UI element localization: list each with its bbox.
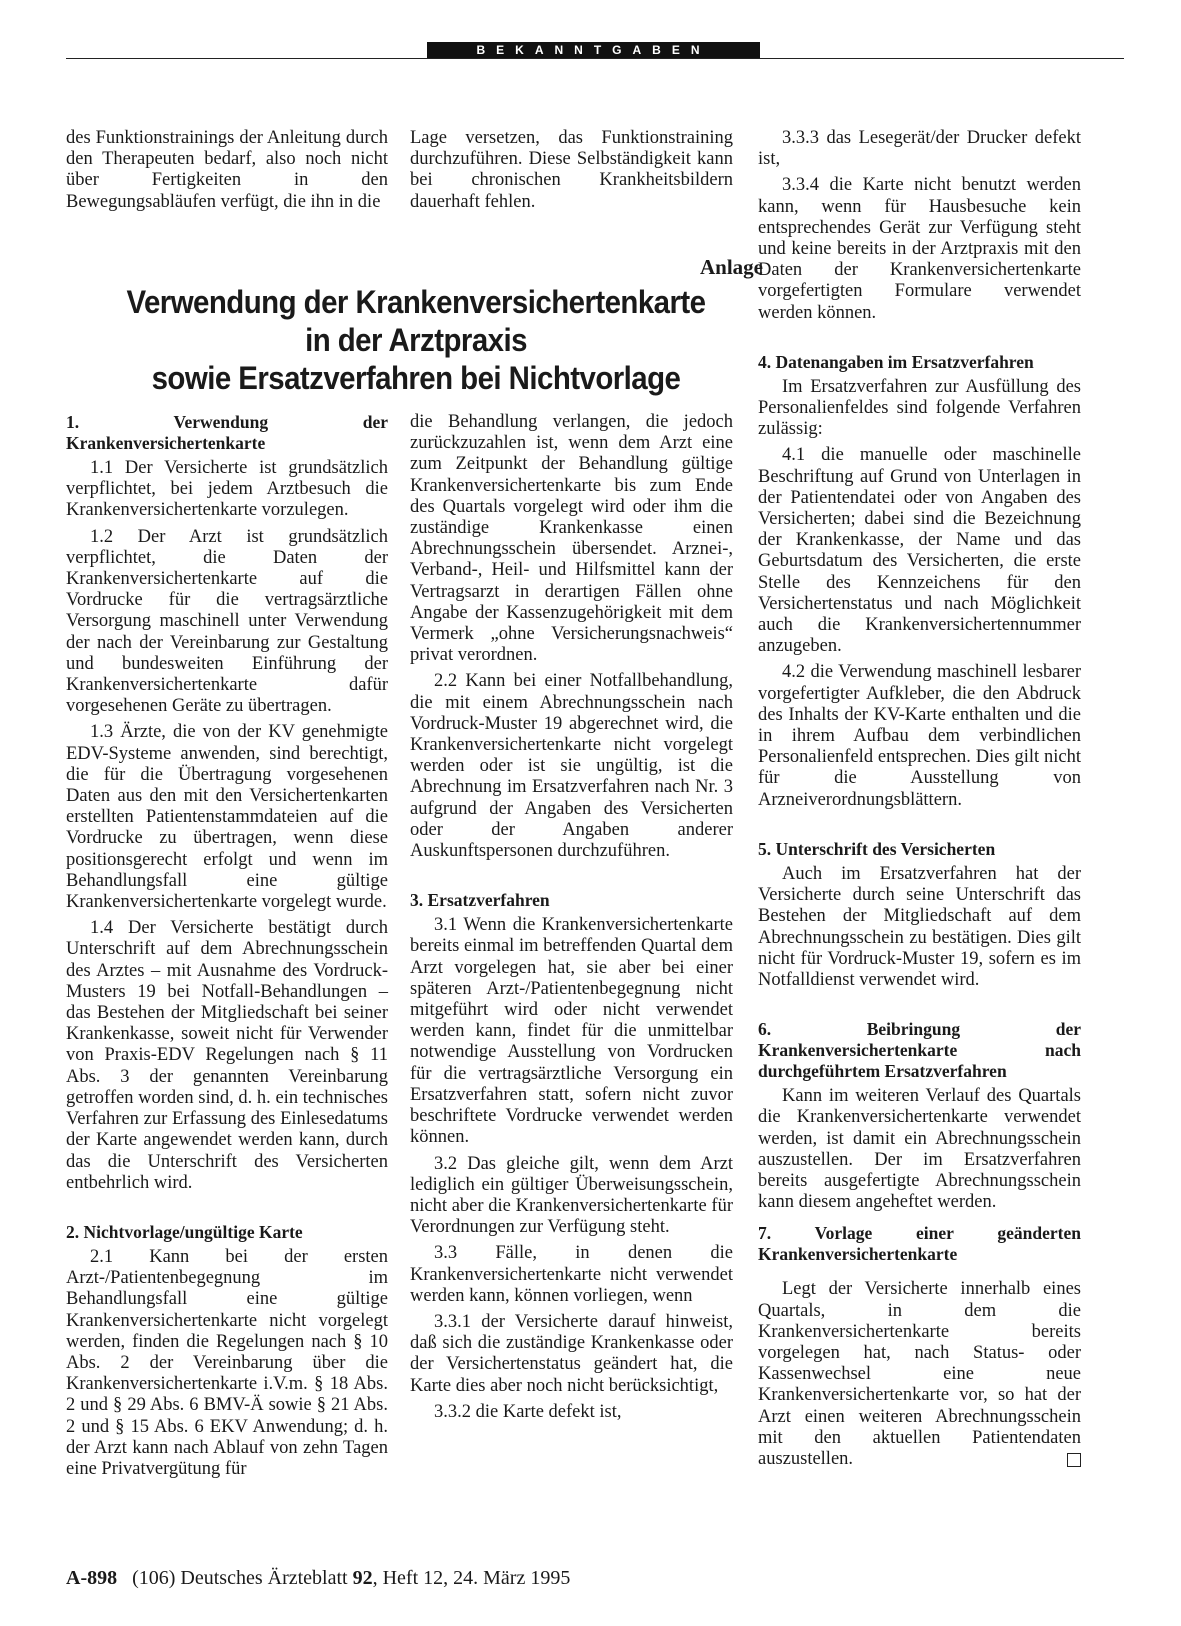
headline-line-1: Verwendung der Krankenversichertenkarte	[126, 284, 706, 320]
paragraph-4-2: 4.2 die Verwendung maschinell lesbarer vorgefertigter Aufkleber, die den Abdruck des Inhalts der KV-Karte enthalten und die in ihrem Aufbau dem verbindlichen Personalienfeld entsprechen. Dies gilt nicht für die Ausstellung von Arzneiverordnungsblättern.	[758, 662, 1081, 810]
end-of-article-square-icon	[1067, 1453, 1081, 1467]
section-heading-7: 7. Vorlage einer geänderten Krankenversichertenkarte	[758, 1223, 1081, 1265]
article-headline	[94, 283, 738, 397]
paragraph-2-2: 2.2 Kann bei einer Notfallbehandlung, die mit einem Abrechnungsschein nach Vordruck-Muster 19 abgerechnet wird, die Krankenversichertenkarte nicht vorgelegt werden oder ist sie ungültig, ist die Abrechnung im Ersatzverfahren nach Nr. 3 aufgrund der Angaben des Versicherten oder der Angaben anderer Auskunftspersonen durchzuführen.	[410, 671, 733, 862]
top-middle-column	[410, 128, 733, 213]
paragraph-6: Kann im weiteren Verlauf des Quartals die Krankenversichertenkarte verwendet werden, ist damit ein Abrechnungsschein auszustellen. Der im Ersatzverfahren bereits ausgefertigte Abrechnungsschein kann diesem angeheftet werden.	[758, 1086, 1081, 1213]
paragraph-7-text: Legt der Versicherte innerhalb eines Quartals, in dem die Krankenversichertenkarte bereits vorgelegen hat, nach Status- oder Kassenwechsel eine neue Krankenversichertenkarte vor, so hat der Arzt einen weiteren Abrechnungsschein mit den aktuellen Patientendaten auszustellen.	[758, 1279, 1081, 1469]
paragraph-1-1: 1.1 Der Versicherte ist grundsätzlich verpflichtet, bei jedem Arztbesuch die Krankenversichertenkarte vorzulegen.	[66, 458, 388, 521]
volume-number: 92	[352, 1567, 373, 1589]
column-3	[758, 128, 1081, 1470]
anlage-label: Anlage	[700, 255, 763, 279]
paragraph-4: Im Ersatzverfahren zur Ausfüllung des Personalienfeldes sind folgende Verfahren zulässig:	[758, 376, 1081, 440]
paragraph: Lage versetzen, das Funktionstraining durchzuführen. Diese Selbständigkeit kann bei chronischen Krankheitsbildern dauerhaft fehlen.	[410, 128, 733, 212]
section-label: BEKANNTGABEN	[427, 42, 760, 59]
headline-line-3: sowie Ersatzverfahren bei Nichtvorlage	[151, 360, 681, 396]
issue-prefix: (106) Deutsches Ärzteblatt	[132, 1567, 353, 1589]
page-footer	[66, 1567, 570, 1590]
section-heading-2: 2. Nichtvorlage/ungültige Karte	[66, 1221, 303, 1242]
section-heading-4: 4. Datenangaben im Ersatzverfahren	[758, 351, 1034, 372]
header-rule	[66, 58, 1124, 59]
issue-suffix: , Heft 12, 24. März 1995	[372, 1567, 571, 1589]
paragraph-3-3-1: 3.3.1 der Versicherte darauf hinweist, daß sich die zuständige Krankenkasse oder der Versichertenstatus geändert hat, die Karte dies aber noch nicht berücksichtigt,	[410, 1311, 733, 1396]
section-heading-1: 1. Verwendung der Krankenversichertenkarte	[66, 412, 388, 453]
paragraph-3-3: 3.3 Fälle, in denen die Krankenversichertenkarte nicht verwendet werden kann, können vorliegen, wenn	[410, 1243, 733, 1306]
page-code: A-898	[66, 1567, 118, 1589]
paragraph-4-1: 4.1 die manuelle oder maschinelle Beschriftung auf Grund von Unterlagen in der Patientendatei oder von Angaben des Versicherten; dabei sind die Bezeichnung der Krankenkasse, der Name und das Geburtsdatum des Versicherten, die erste Stelle des Kennzeichens für den Versichertenstatus und nach Möglichkeit auch die Krankenversichertennummer anzugeben.	[758, 445, 1081, 657]
paragraph-2-1-continued: die Behandlung verlangen, die jedoch zurückzuzahlen ist, wenn dem Arzt eine zum Zeitpunkt der Behandlung gültige Krankenversichertenkarte bis zum Ende des Quartals vorgelegt wird oder ihm die zuständige Krankenkasse einen Abrechnungsschein übersendet. Arznei-, Verband-, Heil- und Hilfsmittel kann der Vertragsarzt in derartigen Fällen ohne Angabe der Kassenzugehörigkeit mit dem Vermerk „ohne Versicherungsnachweis“ privat verordnen.	[410, 412, 733, 666]
section-heading-5: 5. Unterschrift des Versicherten	[758, 838, 996, 859]
top-left-column	[66, 128, 388, 213]
column-1	[66, 412, 388, 1480]
paragraph-3-3-2: 3.3.2 die Karte defekt ist,	[434, 1401, 622, 1422]
paragraph-7	[758, 1279, 1081, 1470]
paragraph-1-4: 1.4 Der Versicherte bestätigt durch Unterschrift auf dem Abrechnungsschein des Arztes – mit Ausnahme des Vordruck-Musters 19 bei Notfall-Behandlungen – das Bestehen der Mitgliedschaft bei seiner Krankenkasse, soweit nicht für Verwender von Praxis-EDV Regelungen nach § 11 Abs. 3 der genannten Vereinbarung getroffen worden sind, d. h. ein technisches Verfahren zur Erfassung des Einlesedatums der Karte angewendet werden kann, durch das die Unterschrift des Versicherten entbehrlich wird.	[66, 918, 388, 1193]
headline-line-2: in der Arztpraxis	[305, 322, 527, 358]
paragraph-1-3: 1.3 Ärzte, die von der KV genehmigte EDV-Systeme anwenden, sind berechtigt, die für die Übertragung vorgesehenen Daten aus den mit den Versichertenkarten erstellten Patientenstammdateien auf die Vordrucke zu übertragen, wenn diese positionsgerecht erfolgt und wenn im Behandlungsfall eine gültige Krankenversichertenkarte vorgelegt wurde.	[66, 722, 388, 913]
paragraph-3-3-3: 3.3.3 das Lesegerät/der Drucker defekt ist,	[758, 128, 1081, 170]
paragraph-3-3-4: 3.3.4 die Karte nicht benutzt werden kann, wenn für Hausbesuche kein entsprechendes Gerät zur Verfügung steht und keine bereits in der Arztpraxis mit den Daten der Krankenversichertenkarte vorgefertigten Formulare verwendet werden können.	[758, 175, 1081, 323]
paragraph-3-1: 3.1 Wenn die Krankenversichertenkarte bereits einmal im betreffenden Quartal dem Arzt vorgelegen hat, sie aber bei einer späteren Arzt-/Patientenbegegnung nicht mitgeführt wird oder nicht verwendet werden kann, findet für die unmittelbar notwendige Ausstellung von Vordrucken für die vertragsärztliche Versorgung ein Ersatzverfahren statt, sofern nicht zuvor beschriftete Vordrucke verwendet werden können.	[410, 915, 733, 1148]
section-heading-6: 6. Beibringung der Krankenversichertenkarte nach durchgeführtem Ersatzverfahren	[758, 1019, 1081, 1082]
column-2	[410, 412, 733, 1423]
paragraph-5: Auch im Ersatzverfahren hat der Versicherte durch seine Unterschrift das Bestehen der Mitgliedschaft auf dem Abrechnungsschein zu bestätigen. Dies gilt nicht für Vordruck-Muster 19, sofern es im Notfalldienst verwendet wird.	[758, 863, 1081, 990]
paragraph-2-1: 2.1 Kann bei der ersten Arzt-/Patientenbegegnung im Behandlungsfall eine gültige Krankenversichertenkarte nicht vorgelegt werden, finden die Regelungen nach § 10 Abs. 2 der Vereinbarung über die Krankenversichertenkarte i.V.m. § 18 Abs. 2 und § 29 Abs. 6 BMV-Ä sowie § 21 Abs. 2 und § 15 Abs. 6 EKV Anwendung; d. h. der Arzt kann nach Ablauf von zehn Tagen eine Privatvergütung für	[66, 1246, 388, 1479]
paragraph: des Funktionstrainings der Anleitung durch den Therapeuten bedarf, also noch nicht über Fertigkeiten in den Bewegungsabläufen verfügt, die ihn in die	[66, 128, 388, 212]
paragraph-1-2: 1.2 Der Arzt ist grundsätzlich verpflichtet, die Daten der Krankenversichertenkarte auf die Vordrucke für die vertragsärztliche Versorgung maschinell unter Verwendung der nach der Vereinbarung zur Gestaltung und bundesweiten Einführung der Krankenversichertenkarte dafür vorgesehenen Geräte zu übertragen.	[66, 526, 388, 717]
section-heading-3: 3. Ersatzverfahren	[410, 890, 550, 911]
paragraph-3-2: 3.2 Das gleiche gilt, wenn dem Arzt lediglich ein gültiger Überweisungsschein, nicht aber die Krankenversichertenkarte für Verordnungen zur Verfügung steht.	[410, 1153, 733, 1238]
